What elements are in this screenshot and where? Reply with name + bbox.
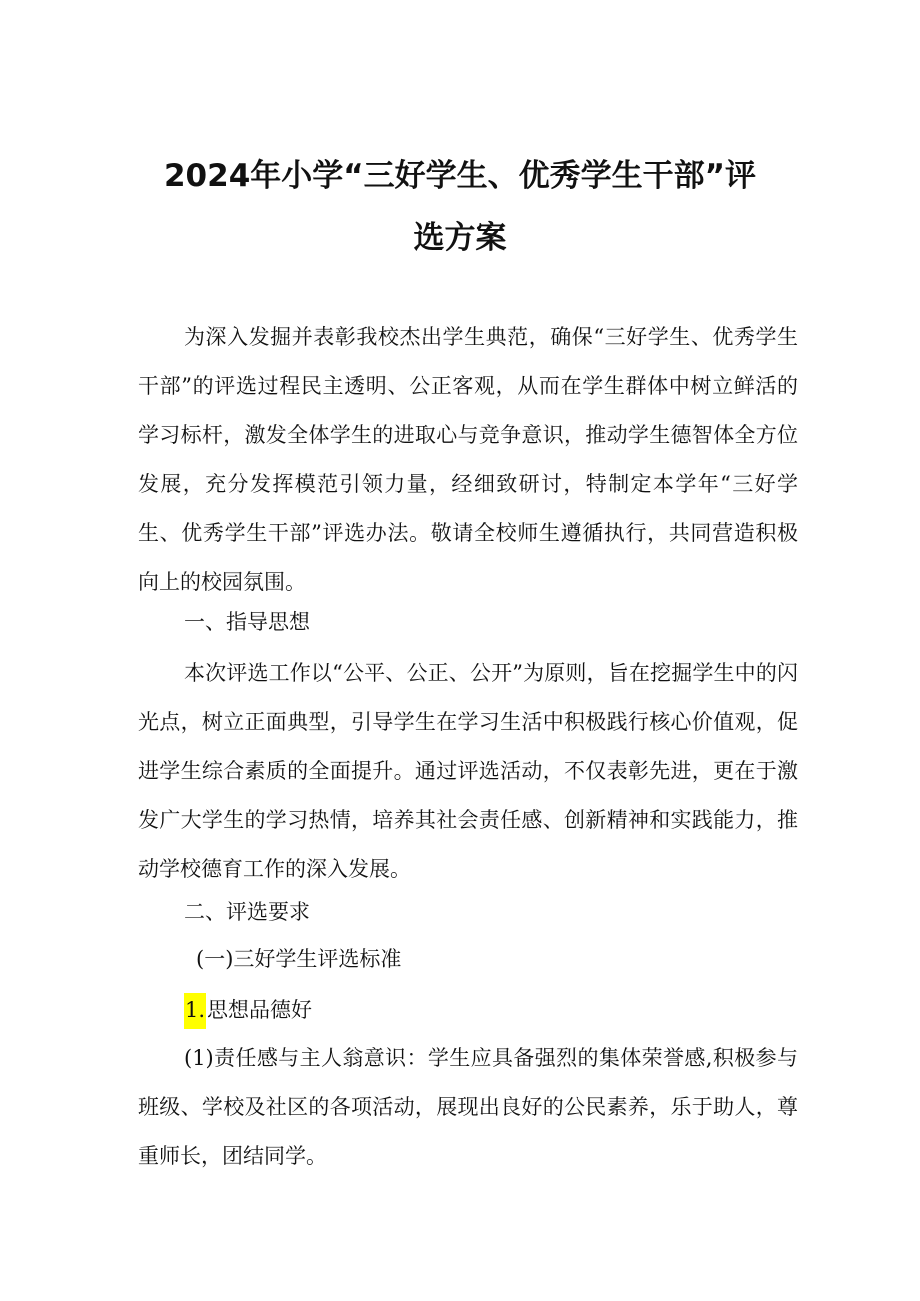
section-heading-selection-requirements: 二、评选要求 <box>184 900 310 924</box>
section-heading-guiding-ideology: 一、指导思想 <box>184 610 310 634</box>
intro-paragraph: 为深入发掘并表彰我校杰出学生典范，确保“三好学生、优秀学生干部”的评选过程民主透明、公正客观，从而在学生群体中树立鲜活的学习标杆，激发全体学生的进取心与竞争意识，推动学生德智体全方位发展，充分发挥模范引领力量，经细致研讨，特制定本学年“三好学生、优秀学生干部”评选办法。敬请全校师生遵循执行，共同营造积极向上的校园氛围。 <box>138 325 798 594</box>
item-heading-moral-character <box>184 993 312 1029</box>
highlighted-item-number: 1. <box>184 993 206 1029</box>
document-title-line-2: 选方案 <box>413 220 507 256</box>
document-title-line-1: 2024年小学“三好学生、优秀学生干部”评 <box>163 158 757 194</box>
item-heading-label: 思想品德好 <box>207 998 313 1022</box>
responsibility-paragraph: (1)责任感与主人翁意识：学生应具备强烈的集体荣誉感,积极参与班级、学校及社区的各项活动，展现出良好的公民素养，乐于助人，尊重师长，团结同学。 <box>138 1046 798 1168</box>
guiding-ideology-paragraph: 本次评选工作以“公平、公正、公开”为原则，旨在挖掘学生中的闪光点，树立正面典型，引导学生在学习生活中积极践行核心价值观，促进学生综合素质的全面提升。通过评选活动，不仅表彰先进，更在于激发广大学生的学习热情，培养其社会责任感、创新精神和实践能力，推动学校德育工作的深入发展。 <box>138 661 798 881</box>
sub-heading-three-good-students-standard: (一)三好学生评选标准 <box>196 947 402 971</box>
